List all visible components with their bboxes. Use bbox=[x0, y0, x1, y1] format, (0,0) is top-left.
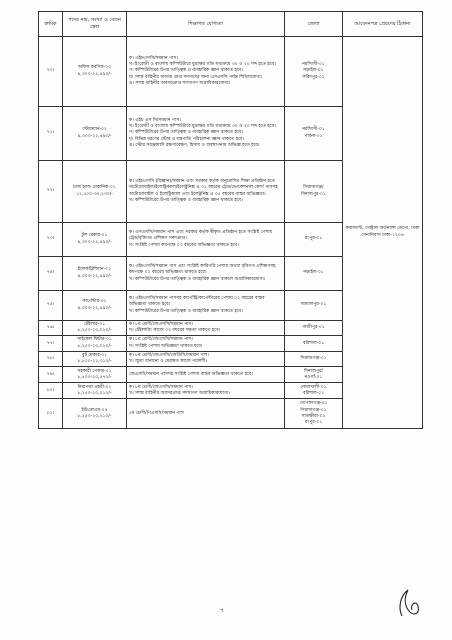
post-pay-scale: ৮,২৫০-২০,০১০/- bbox=[77, 413, 112, 419]
post-pay-scale: ৯,৩০০-২২,৪৯০/- bbox=[77, 239, 112, 245]
district-line: বরিশাল-০১ bbox=[302, 340, 325, 346]
qualification-line: ক। ৮ম শ্রেণী/জেএসসি/সমমান পাস। bbox=[129, 337, 194, 343]
serial-cell: ৭৮। bbox=[39, 351, 63, 366]
qualification-line: ক। এইচএসসি/সমমান পাস। bbox=[129, 55, 178, 61]
district-line: জামালপুর-০১ bbox=[300, 302, 327, 308]
post-name: নিরাপত্তা প্রহরী-০২ bbox=[77, 384, 112, 390]
district-line: গোপালগঞ্জ-০১ bbox=[299, 401, 328, 407]
recruitment-table bbox=[38, 11, 423, 429]
table-body bbox=[39, 37, 423, 429]
serial-cell: ৮০। bbox=[39, 383, 63, 399]
qualification-line: ক। এইচএসসি/সমমান পাসসহ কার্পেন্ট্রি/কার্পেন্টারের পেশায় ০২ বছরের বাস্তব অভিজ্ঞতা থাকতে হবে। bbox=[129, 296, 265, 308]
post-pay-scale: ৮,২৫০-২০,০১০/- bbox=[77, 328, 112, 334]
post-pay-scale: ৮,৫০০-২০,৫৭০/- bbox=[77, 374, 112, 380]
qualification-line: ক। এইচএসসি/সমমান পাস এবং সংশ্লিষ্ট কারিগরি পেশায় অথবা বৃত্তিগত প্রশিক্ষণসহ কমপক্ষে ০২ বছরের অভিজ্ঞতা থাকতে হবে। bbox=[129, 264, 276, 276]
district-line: পাবনা-০১ bbox=[304, 133, 323, 139]
qualification-cell bbox=[127, 321, 285, 336]
qualification-line: ৫ম শ্রেণী/পিএসসি/সমমান পাস bbox=[129, 410, 184, 416]
qualification-line: ক। ৮ম শ্রেণী/জেএসসি/জেডিসি/সমমান পাশ। bbox=[129, 352, 209, 358]
district-cell bbox=[285, 37, 343, 107]
qualification-cell bbox=[127, 37, 285, 107]
post-name: কার্পেন্টার-০১ bbox=[82, 299, 107, 305]
qualification-line: গ। কম্পিউটারের উপর তাত্ত্বিক ও ব্যবহারিক জ্ঞান থাকতে হবে। bbox=[129, 68, 243, 74]
district-line: দিনাজপুর-০১ bbox=[301, 191, 326, 197]
qualification-cell bbox=[127, 351, 285, 366]
post-name: স্টোরম্যান-০২ bbox=[82, 127, 107, 133]
post-name: চার্জ হ্যান্ড মেকানিক-০১ bbox=[73, 185, 116, 191]
qualification-line: ঙ। সশস্ত্র বাহিনীর অবসরপ্রাপ্ত সদস্যগণ অগ্রাধিকারযোগ্য। bbox=[129, 80, 231, 86]
qualification-line: খ। ইংরেজী ও বাংলায় কম্পিউটারে মুদ্রাক্ষর গতি যথাক্রমে ৩০ ও ২০ শব্দ হতে হবে। bbox=[129, 124, 276, 130]
qualification-line: খ। সশস্ত্র বাহিনীর অবসরপ্রাপ্ত সদস্যগণ অগ্রাধিকারযোগ্য। bbox=[129, 390, 230, 396]
district-line: সিরাজগঞ্জ/ bbox=[303, 185, 324, 191]
district-cell bbox=[285, 257, 343, 291]
district-cell bbox=[285, 291, 343, 321]
district-line: রংপুর-০১ bbox=[304, 236, 323, 242]
qualification-cell bbox=[127, 107, 285, 161]
district-line: সাতক্ষীরা-০১ bbox=[301, 413, 326, 419]
district-line: সিরাজগঞ্জ-০১ bbox=[300, 407, 327, 413]
serial-cell: ৭৭। bbox=[39, 336, 63, 351]
post-name: বুট মেকার-০১ bbox=[81, 352, 108, 358]
district-cell bbox=[285, 336, 343, 351]
qualification-line: ক। এইচ এস সি/সমমান পাস। bbox=[129, 117, 181, 123]
post-name: সাইকেল ফিটার-০১ bbox=[77, 337, 112, 343]
serial-cell: ৭৯। bbox=[39, 367, 63, 383]
qualification-line: খ। কম্পিউটারের উপর তাত্ত্বিক ও ব্যবহারিক জ্ঞান থাকতে হবে। bbox=[129, 308, 243, 314]
post-cell bbox=[63, 383, 127, 399]
header-district: জেলা bbox=[285, 12, 343, 37]
qualification-line: খ। জুতা বানানো ও মেরামত কাজে পারদর্শী। bbox=[129, 359, 207, 365]
serial-cell: ৭০। bbox=[39, 37, 63, 107]
post-cell bbox=[63, 161, 127, 223]
district-line: নরসিংদী-০১ bbox=[302, 127, 325, 133]
header-address: আবেদনপত্র প্রেরণের ঠিকানা bbox=[343, 12, 423, 37]
post-cell bbox=[63, 37, 127, 107]
qualification-line: খ। কম্পিউটারের উপর তাত্ত্বিক ও ব্যবহারিক জ্ঞান থাকতে হবে। bbox=[129, 197, 243, 203]
header-serial: ক্রমিক bbox=[39, 12, 63, 37]
qualification-cell bbox=[127, 257, 285, 291]
qualification-line: ঘ। সশস্ত্র বাহিনীর অবসর প্রাপ্ত সদস্যদের জন্য এসএসসি পর্যন্ত শিথিলযোগ্য। bbox=[129, 74, 263, 80]
post-cell bbox=[63, 107, 127, 161]
district-line: সিরাজগঞ্জ-০১ bbox=[300, 355, 327, 361]
qualification-line: খ। কম্পিউটারের উপর তাত্ত্বিক ও ব্যবহারিক জ্ঞান থাকলে অগ্রাধিকারযোগ্য। bbox=[129, 276, 266, 282]
district-line: বরিশাল-০১ bbox=[302, 390, 325, 396]
post-cell bbox=[63, 399, 127, 429]
district-line: গাজীপুর-০১ bbox=[302, 325, 325, 331]
post-name: টেইলার-০১ bbox=[83, 322, 106, 327]
post-name: সহকারী পেকার-০১ bbox=[77, 368, 112, 374]
post-pay-scale: ৯,৩০০-২২,৪৯০/- bbox=[77, 273, 112, 279]
post-cell bbox=[63, 336, 127, 351]
district-line: নড়াইল-০১ bbox=[303, 68, 324, 74]
post-pay-scale: ৯,৩০০-২২,৪৯০/- bbox=[77, 133, 112, 139]
post-cell bbox=[63, 291, 127, 321]
qualification-line: ক। ৮ম শ্রেণী/জেএসসি/সমমান পাস। bbox=[129, 384, 194, 390]
district-cell bbox=[285, 351, 343, 366]
district-cell bbox=[285, 321, 343, 336]
district-cell bbox=[285, 161, 343, 223]
post-pay-scale: ৯,৩০০-২২,৪৯০/- bbox=[77, 71, 112, 77]
post-pay-scale: ১২,৫০০-৩০,২৩০/- bbox=[76, 191, 113, 197]
post-name: ইউএলএম-০৪ bbox=[81, 407, 108, 413]
post-cell bbox=[63, 257, 127, 291]
qualification-cell bbox=[127, 161, 285, 223]
serial-cell: ৭৫। bbox=[39, 291, 63, 321]
post-pay-scale: ৮,৮০০-২১,৩১০/- bbox=[77, 359, 112, 365]
post-name: ইলেকট্রিশিয়ান-০১ bbox=[77, 267, 112, 273]
district-cell bbox=[285, 367, 343, 383]
signature-mark bbox=[396, 586, 424, 620]
serial-cell: ৮১। bbox=[39, 399, 63, 429]
table-header-row bbox=[39, 12, 423, 37]
qualification-line: ক। এইচএসসি (বিজ্ঞান)/সমমান এবং সরকার কর্তৃক অনুমোদিত শিক্ষা প্রতিষ্ঠান হতে অটোমোবাইল/ইলেক্ট্রিক্যাল/ইলেক্ট্রনিক্স এ ০২ বছরের ট্রেড/ভোকেশনাল কোর্স পাসসহ অটোমোবাইল ও ইলেক্ট্রিক্যাল এবং ইলেক্ট্রনিক্স এ ০৫ বছরের বাস্তব অভিজ্ঞতা। bbox=[129, 179, 278, 197]
district-line: নরসিংদী-০১ bbox=[302, 62, 325, 68]
district-line: নওগাঁ-০১ bbox=[304, 374, 323, 380]
page-number: ৭ bbox=[220, 607, 224, 614]
qualification-line: ক। এসএসসি/সমমান পাস এবং সরকার কর্তৃক স্বীকৃত প্রতিষ্ঠান হতে সংশ্লিষ্ট পেশায় ট্রেড/বৃত্তিগত প্রশিক্ষণ সনদপ্রাপ্ত। bbox=[129, 230, 273, 242]
post-cell bbox=[63, 351, 127, 366]
qualification-line: খ। টেইলারিং কাজে ০৩ বছরের দক্ষতা থাকতে হবে। bbox=[129, 328, 221, 334]
qualification-line: ঙ। স্টোর সরঞ্জামাদি রক্ষণাবেক্ষণ, হিসাব ও ব্যবস্থাপনায় অভিজ্ঞ হতে হবে। bbox=[129, 142, 260, 148]
district-line: রংপুর-০১ bbox=[304, 419, 323, 425]
table-row bbox=[39, 37, 423, 107]
header-post: পদের নাম, সংখ্যা ও বেতন স্কেল bbox=[63, 12, 127, 37]
post-pay-scale: ৮,২৫০-২০,০১০/- bbox=[77, 390, 112, 396]
qualification-cell bbox=[127, 336, 285, 351]
district-line: দিনাজপুর/ bbox=[304, 368, 323, 374]
post-name: অফিস করণিক-০৩ bbox=[77, 65, 112, 71]
district-cell bbox=[285, 399, 343, 429]
address-cell: কমান্ড্যান্ট, সেন্ট্রাল অর্ডন্যান্স ডেপো, ঢাকা সেনানিবাস ঢাকা-১২০৬ bbox=[343, 37, 423, 429]
qualification-cell bbox=[127, 223, 285, 257]
qualification-cell bbox=[127, 383, 285, 399]
district-cell bbox=[285, 107, 343, 161]
post-cell bbox=[63, 223, 127, 257]
qualification-line: ঘ। বিভিন্ন ধরণের স্টোর ও যন্ত্রপাতি পরিচালনা জ্ঞান থাকতে হবে। bbox=[129, 136, 245, 142]
qualification-line: ক। ৮ম শ্রেণী/জেএসসি/সমমান পাস। bbox=[129, 322, 194, 327]
post-pay-scale: ৯,৩০০-২২,৪৯০/- bbox=[77, 305, 112, 311]
post-cell bbox=[63, 321, 127, 336]
qualification-cell bbox=[127, 399, 285, 429]
post-cell bbox=[63, 367, 127, 383]
serial-cell: ৭৩। bbox=[39, 223, 63, 257]
serial-cell: ৭১। bbox=[39, 107, 63, 161]
district-line: নোয়াখালী-০১ bbox=[300, 384, 327, 390]
qualification-cell bbox=[127, 291, 285, 321]
district-line: ফরিদপুর-০১ bbox=[302, 74, 325, 80]
qualification-line: খ। ইংরেজী ও বাংলায় কম্পিউটারে মুদ্রাক্ষর গতি যথাক্রমে ৩০ ও ২০ শব্দ হতে হবে। bbox=[129, 62, 276, 68]
post-pay-scale: ৮,২৫০-২০,০১০/- bbox=[77, 343, 112, 349]
serial-cell: ৭৪। bbox=[39, 257, 63, 291]
district-cell bbox=[285, 383, 343, 399]
qualification-cell bbox=[127, 367, 285, 383]
post-name: টুল মেকার-০১ bbox=[81, 233, 108, 239]
district-cell bbox=[285, 223, 343, 257]
qualification-line: গ। কম্পিউটারের উপর তাত্ত্বিক ও ব্যবহারিক জ্ঞান থাকতে হবে। bbox=[129, 130, 243, 136]
qualification-line: খ। সংশ্লিষ্ট পেশায় কমপক্ষে ০৩ বছরের অভিজ্ঞতা থাকতে হবে। bbox=[129, 242, 239, 248]
serial-cell: ৭২। bbox=[39, 161, 63, 223]
serial-cell: ৭৬। bbox=[39, 321, 63, 336]
qualification-line: জেএসসি/সমমান পাসসহ সংশ্লিষ্ট পেশায় বাস্তব অভিজ্ঞতা থাকতে হবে। bbox=[129, 371, 253, 377]
district-line: নড়াইল-০১ bbox=[303, 270, 324, 276]
qualification-line: খ। সংশ্লিষ্ট পেশায় অভিজ্ঞতা থাকতে হবে। bbox=[129, 343, 203, 349]
header-qualification: শিক্ষাগত যোগ্যতা bbox=[127, 12, 285, 37]
